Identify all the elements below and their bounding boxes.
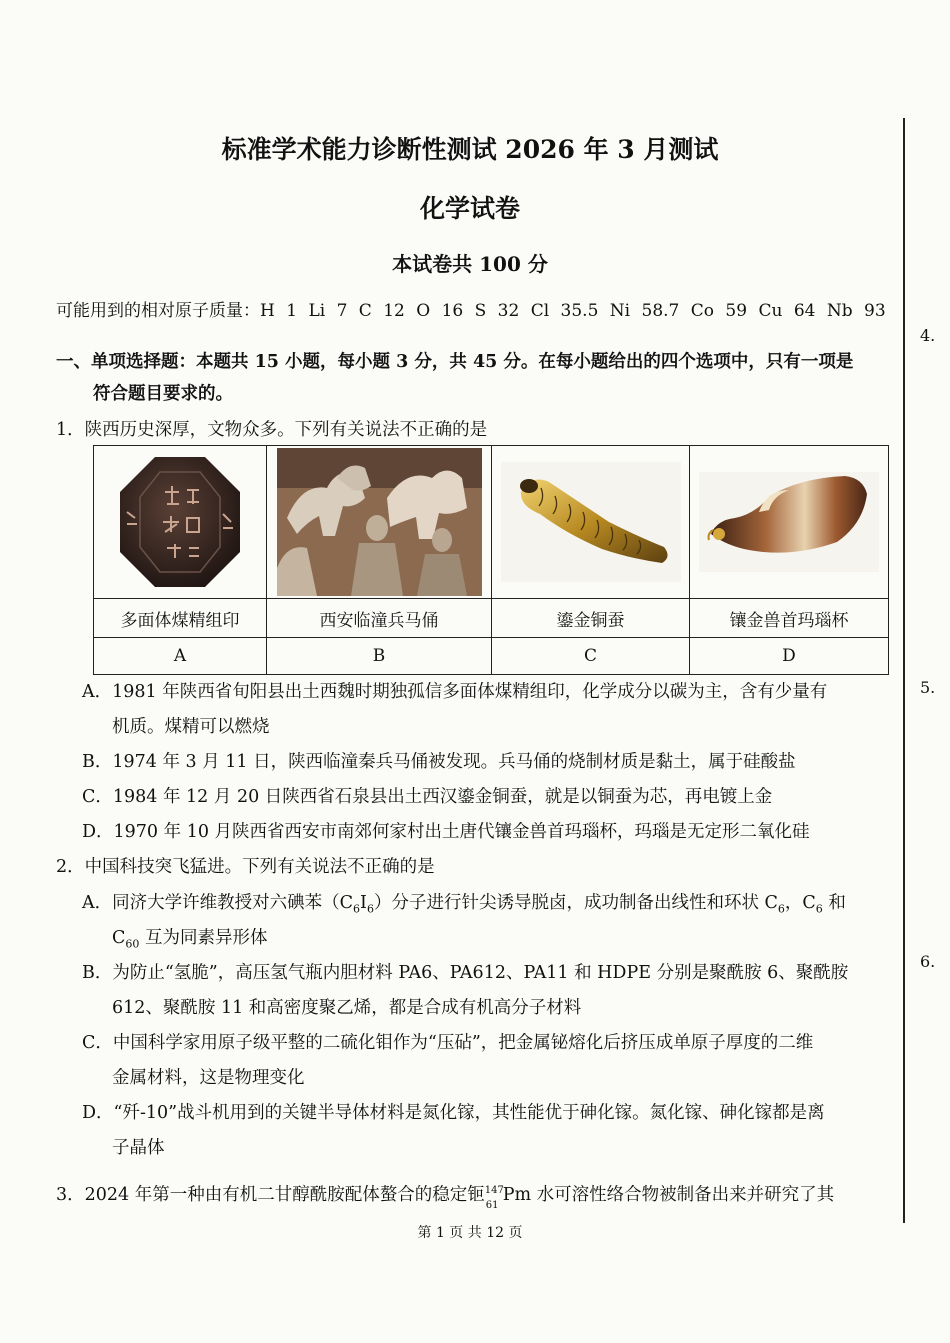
agate-rhyton-icon <box>699 472 879 572</box>
section-heading: 一、单项选择题：本题共 15 小题，每小题 3 分，共 45 分。在每小题给出的四个选项中，只有一项是 <box>56 352 854 372</box>
q2-option-d-cont: 子晶体 <box>112 1138 165 1158</box>
score-note: 本试卷共 100 分 <box>392 252 548 276</box>
q2-option-a: A．同济大学许维教授对六碘苯$(C_6I_6)$分子进行针尖诱导脱卤，成功制备出线性和环状 $C_6$，$C_6$ 和 <box>82 893 846 916</box>
q2-option-d: D．“歼-10”战斗机用到的关键半导体材料是氮化镓，其性能优于砷化镓。氮化镓、砷化镓都是离 <box>82 1103 825 1123</box>
exam-title: 标准学术能力诊断性测试 2026 年 3 月测试 <box>221 135 719 164</box>
artifact-letter-b: B <box>267 638 492 675</box>
page-footer: 第 1 页 共 12 页 <box>417 1225 523 1241</box>
terracotta-army-icon <box>277 448 482 596</box>
q3-stem: 3．2024 年第一种由有机二甘醇酰胺配体螯合的稳定钷 147 61 Pm 水可溶性络合物被制备出来并研究了其 <box>56 1185 835 1211</box>
artifact-table <box>93 445 889 675</box>
coal-seal-icon <box>115 452 245 592</box>
artifact-image-a <box>94 446 267 599</box>
artifact-caption-b: 西安临潼兵马俑 <box>267 599 492 638</box>
q1-option-a-cont: 机质。煤精可以燃烧 <box>112 717 270 737</box>
margin-question-number: 4. <box>920 326 936 345</box>
binding-line <box>903 118 905 1223</box>
q2-option-a-cont: $C_{60}$ 互为同素异形体 <box>112 928 268 951</box>
margin-question-number: 5. <box>920 678 936 697</box>
q2-option-c: C．中国科学家用原子级平整的二硫化钼作为“压砧”，把金属铋熔化后挤压成单原子厚度的二维 <box>82 1033 814 1053</box>
q1-option-b: B．1974 年 3 月 11 日，陕西临潼秦兵马俑被发现。兵马俑的烧制材质是黏土，属于硅酸盐 <box>82 752 796 772</box>
artifact-letter-a: A <box>94 638 267 675</box>
margin-question-number: 6. <box>920 952 936 971</box>
q2-option-b-cont: 612、聚酰胺 11 和高密度聚乙烯，都是合成有机高分子材料 <box>112 998 582 1018</box>
q1-stem: 1．陕西历史深厚，文物众多。下列有关说法不正确的是 <box>56 420 488 440</box>
q2-option-b: B．为防止“氢脆”，高压氢气瓶内胆材料 PA6、PA612、PA11 和 HDPE 分别是聚酰胺 6、聚酰胺 <box>82 963 849 983</box>
section-heading-cont: 符合题目要求的。 <box>93 384 233 404</box>
q1-option-a: A．1981 年陕西省旬阳县出土西魏时期独孤信多面体煤精组印，化学成分以碳为主，含有少量有 <box>82 682 828 702</box>
nuclide-notation: 147 61 <box>484 1185 504 1211</box>
artifact-image-d <box>690 446 889 599</box>
artifact-letter-d: D <box>690 638 889 675</box>
q1-option-d: D．1970 年 10 月陕西省西安市南郊何家村出土唐代镶金兽首玛瑙杯，玛瑙是无定形二氧化硅 <box>82 822 810 842</box>
artifact-image-c <box>492 446 690 599</box>
gilded-bronze-silkworm-icon <box>501 462 681 582</box>
artifact-image-b <box>267 446 492 599</box>
artifact-caption-a: 多面体煤精组印 <box>94 599 267 638</box>
artifact-letter-c: C <box>492 638 690 675</box>
q2-option-c-cont: 金属材料，这是物理变化 <box>112 1068 305 1088</box>
q1-option-c: C．1984 年 12 月 20 日陕西省石泉县出土西汉鎏金铜蚕，就是以铜蚕为芯，再电镀上金 <box>82 787 773 807</box>
q2-stem: 2．中国科技突飞猛进。下列有关说法不正确的是 <box>56 857 435 877</box>
atomic-masses: 可能用到的相对原子质量：H 1 Li 7 C 12 O 16 S 32 Cl 35.5 Ni 58.7 Co 59 Cu 64 Nb 93 <box>56 301 886 321</box>
subject-title: 化学试卷 <box>419 194 520 223</box>
artifact-caption-c: 鎏金铜蚕 <box>492 599 690 638</box>
artifact-caption-d: 镶金兽首玛瑙杯 <box>690 599 889 638</box>
